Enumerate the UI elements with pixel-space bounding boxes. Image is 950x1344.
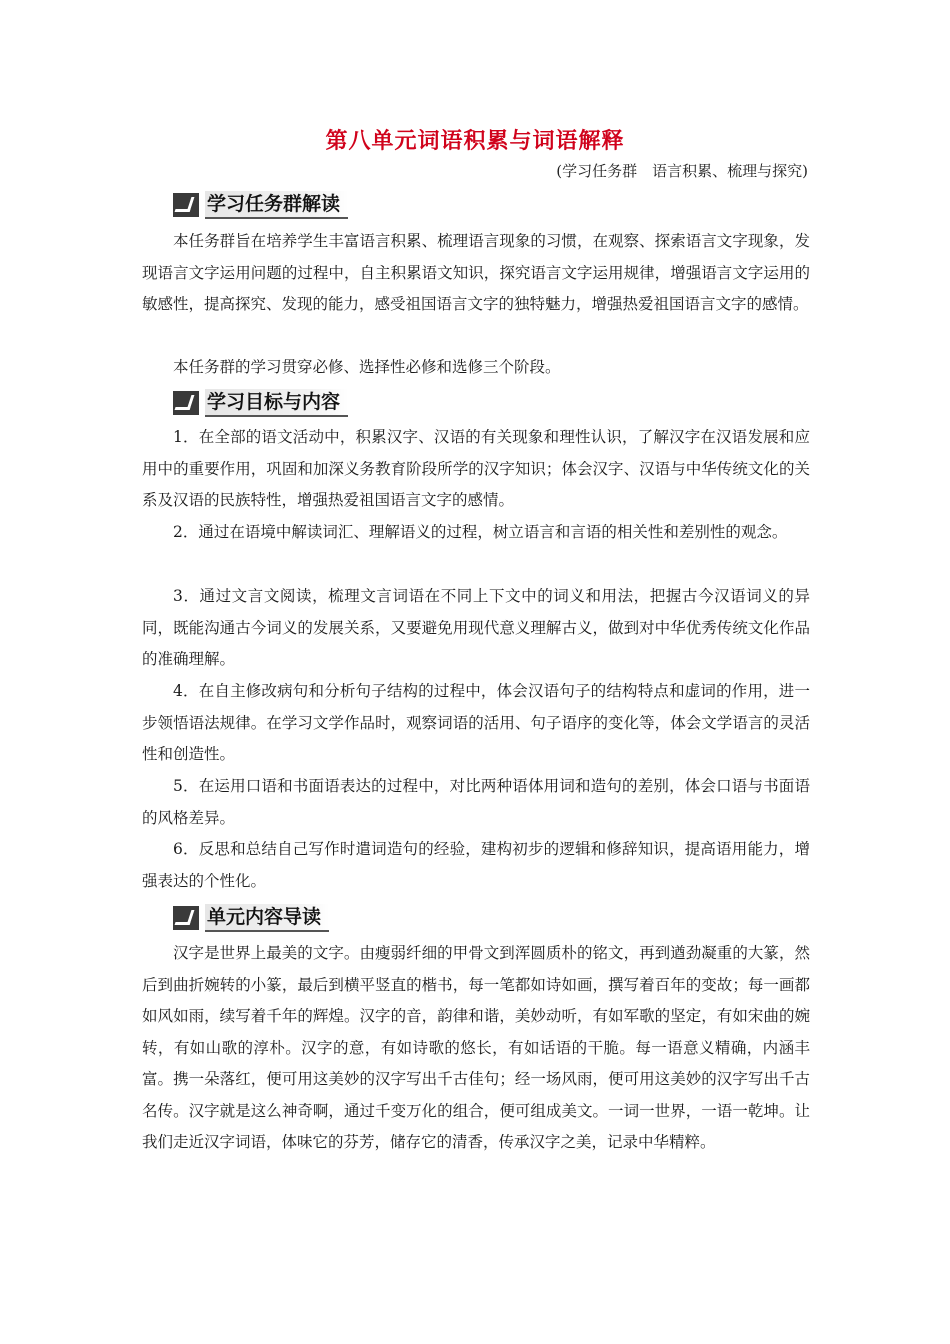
section-header-goals [173, 390, 348, 416]
section-title: 单元内容导读 [205, 904, 329, 932]
paragraph: 4．在自主修改病句和分析句子结构的过程中，体会汉语句子的结构特点和虚词的作用，进一步领悟语法规律。在学习文学作品时，观察词语的活用、句子语序的变化等，体会文学语言的灵活性和创造性。 [142, 682, 810, 763]
arrow-bullet-icon [173, 391, 199, 415]
paragraph: 本任务群旨在培养学生丰富语言积累、梳理语言现象的习惯，在观察、探索语言文字现象，发现语言文字运用问题的过程中，自主积累语文知识，探究语言文字运用规律，增强语言文字运用的敏感性，提高探究、发现的能力，感受祖国语言文字的独特魅力，增强热爱祖国语言文字的感情。 [142, 232, 810, 313]
paragraph: 6．反思和总结自己写作时遣词造句的经验，建构初步的逻辑和修辞知识，提高语用能力，增强表达的个性化。 [142, 840, 810, 890]
paragraph: 汉字是世界上最美的文字。由瘦弱纤细的甲骨文到浑圆质朴的铭文，再到遒劲凝重的大篆，然后到曲折婉转的小篆，最后到横平竖直的楷书，每一笔都如诗如画，撰写着百年的变故；每一画都如风如雨，续写着千年的辉煌。汉字的音，韵律和谐，美妙动听，有如军歌的坚定，有如宋曲的婉转，有如山歌的淳朴。汉字的意，有如诗歌的悠长，有如话语的干脆。每一语意义精确，内涵丰富。携一朵落红，便可用这美妙的汉字写出千古佳句；经一场风雨，便可用这美妙的汉字写出千古名传。汉字就是这么神奇啊，通过千变万化的组合，便可组成美文。一词一世界，一语一乾坤。让我们走近汉字词语，体味它的芬芳，储存它的清香，传承汉字之美，记录中华精粹。 [142, 944, 810, 1151]
arrow-bullet-icon [173, 906, 199, 930]
section-header-task-group [173, 192, 348, 218]
paragraph: 2．通过在语境中解读词汇、理解语义的过程，树立语言和言语的相关性和差别性的观念。 [173, 523, 788, 541]
section-title: 学习目标与内容 [205, 389, 348, 417]
arrow-bullet-icon [173, 193, 199, 217]
paragraph: 1．在全部的语文活动中，积累汉字、汉语的有关现象和理性认识，了解汉字在汉语发展和应用中的重要作用，巩固和加深义务教育阶段所学的汉字知识；体会汉字、汉语与中华传统文化的关系及汉语的民族特性，增强热爱祖国语言文字的感情。 [142, 428, 810, 509]
document-title: 第八单元词语积累与词语解释 [325, 129, 625, 154]
paragraph: 5．在运用口语和书面语表达的过程中，对比两种语体用词和造句的差别，体会口语与书面语的风格差异。 [142, 777, 810, 827]
paragraph: 3．通过文言文阅读，梳理文言词语在不同上下文中的词义和用法，把握古今汉语词义的异同，既能沟通古今词义的发展关系，又要避免用现代意义理解古义，做到对中华优秀传统文化作品的准确理解。 [142, 587, 810, 668]
paragraph: 本任务群的学习贯穿必修、选择性必修和选修三个阶段。 [173, 358, 561, 376]
document-subtitle: (学习任务群 语言积累、梳理与探究) [556, 162, 808, 180]
section-header-unit-guide [173, 905, 329, 931]
section-title: 学习任务群解读 [205, 191, 348, 219]
